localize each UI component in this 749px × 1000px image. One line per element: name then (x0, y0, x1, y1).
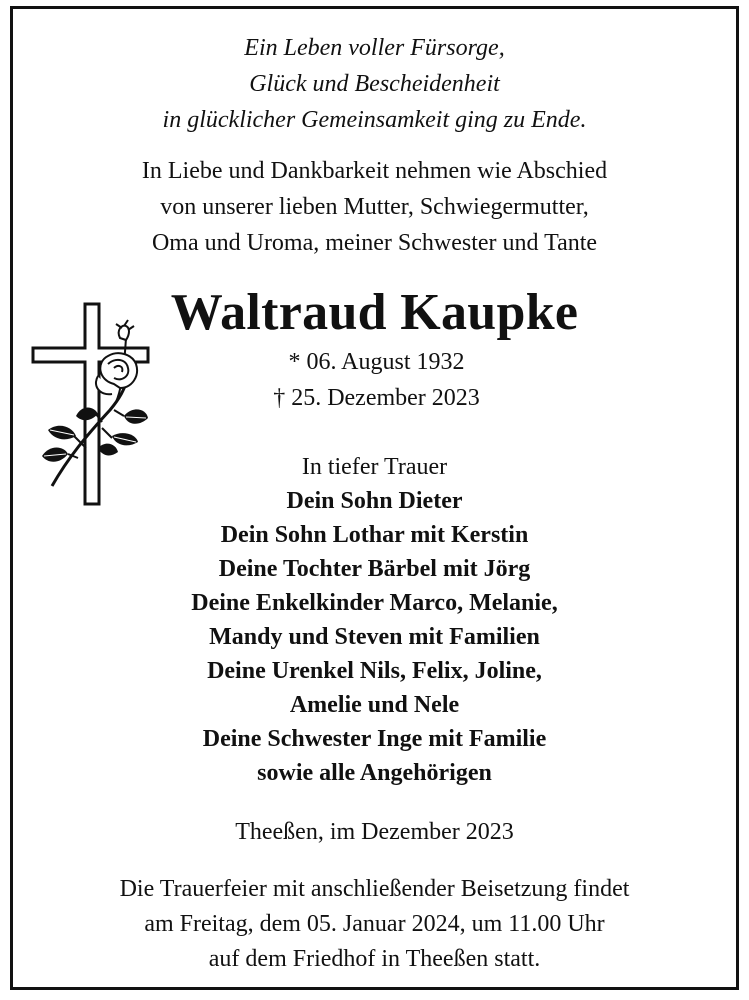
motto-verse (0, 30, 749, 138)
motto-line: Ein Leben voller Fürsorge, (244, 35, 505, 61)
deceased-name: Waltraud Kaupke (170, 284, 579, 341)
life-dates (0, 344, 749, 416)
intro-line: In Liebe und Dankbarkeit nehmen wie Abschied (141, 158, 608, 184)
death-date: † 25. Dezember 2023 (273, 385, 480, 411)
motto-line: Glück und Bescheidenheit (249, 71, 500, 97)
mourner-line: Deine Urenkel Nils, Felix, Joline, (207, 658, 542, 684)
mourner-line: Dein Sohn Dieter (286, 488, 463, 514)
service-line: Die Trauerfeier mit anschließender Beisetzung findet (119, 876, 630, 902)
service-line: am Freitag, dem 05. Januar 2024, um 11.00 Uhr (144, 911, 605, 937)
place-and-date: Theeßen, im Dezember 2023 (235, 819, 514, 845)
funeral-service-info (0, 872, 749, 977)
mourner-line: Mandy und Steven mit Familien (209, 624, 540, 650)
service-line: auf dem Friedhof in Theeßen statt. (208, 946, 541, 972)
mourner-line: Deine Schwester Inge mit Familie (202, 726, 547, 752)
intro-line: von unserer lieben Mutter, Schwiegermutter, (160, 194, 589, 220)
mourner-line: Dein Sohn Lothar mit Kerstin (220, 522, 529, 548)
birth-date: * 06. August 1932 (288, 349, 465, 375)
grief-line: In tiefer Trauer (301, 454, 448, 480)
mourner-line: Deine Tochter Bärbel mit Jörg (218, 556, 531, 582)
intro-text (0, 153, 749, 261)
mourner-line: Deine Enkelkinder Marco, Melanie, (191, 590, 558, 616)
mourners-list (0, 484, 749, 790)
intro-line: Oma und Uroma, meiner Schwester und Tante (151, 230, 598, 256)
mourner-line: Amelie und Nele (289, 692, 460, 718)
motto-line: in glücklicher Gemeinsamkeit ging zu Ende. (162, 107, 587, 133)
mourner-line: sowie alle Angehörigen (257, 760, 492, 786)
